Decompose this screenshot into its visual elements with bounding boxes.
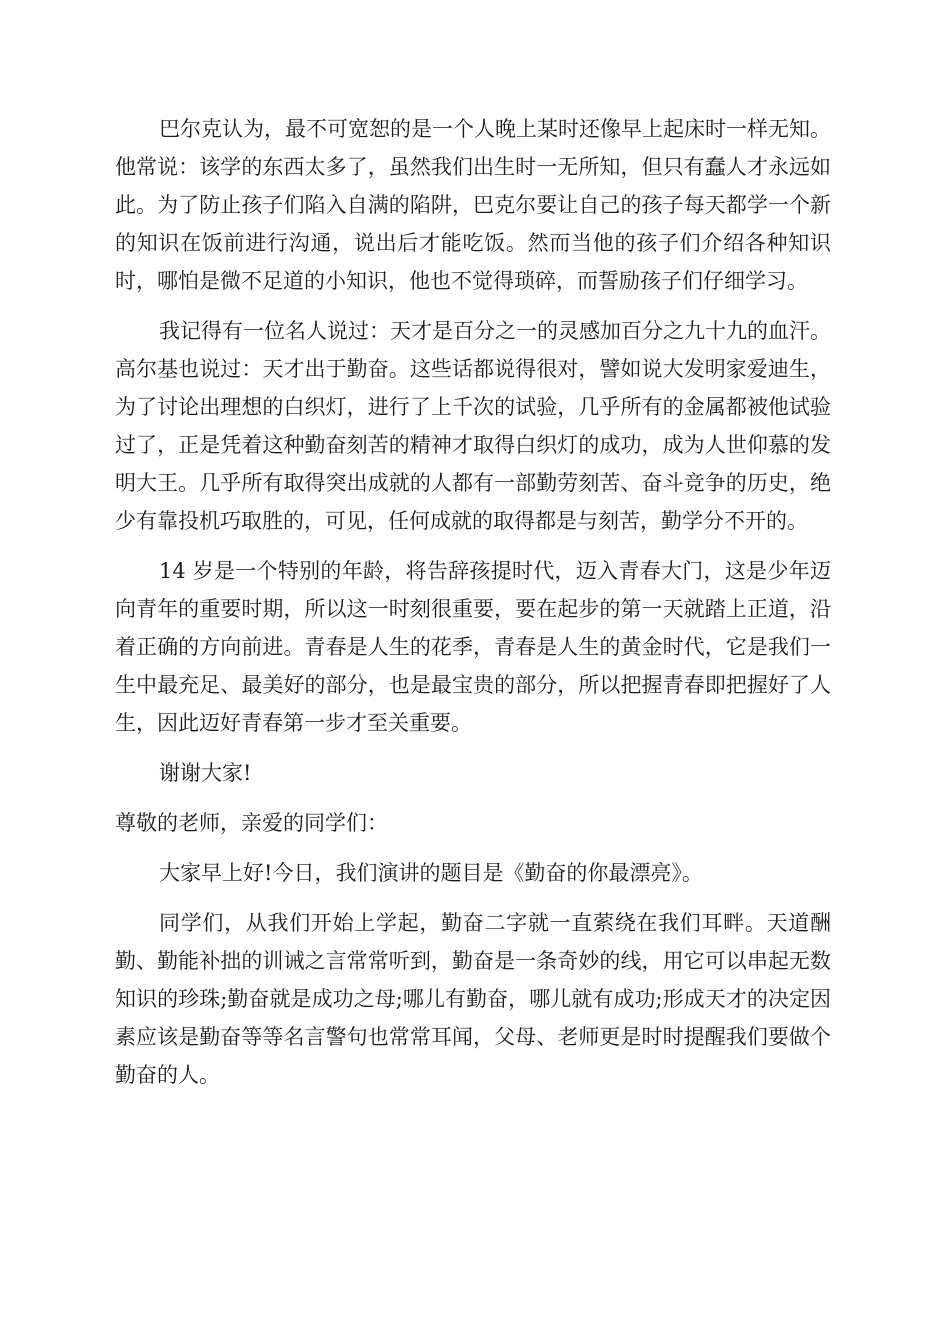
paragraph-genius: 我记得有一位名人说过：天才是百分之一的灵感加百分之九十九的血汗。高尔基也说过：天才出于勤奋。这些话都说得很对，譬如说大发明家爱迪生，为了讨论出理想的白织灯，进行了上千次的试验，几乎所有的金属都被他试验过了，正是凭着这种勤奋刻苦的精神才取得白织灯的成功，成为人世仰慕的发明大王。几乎所有取得突出成就的人都有一部勤劳刻苦、奋斗竞争的历史，绝少有靠投机巧取胜的，可见，任何成就的取得都是与刻苦，勤学分不开的。 [115, 319, 831, 533]
paragraph-diligence: 同学们，从我们开始上学起，勤奋二字就一直萦绕在我们耳畔。天道酬勤、勤能补拙的训诫之言常常听到，勤奋是一条奇妙的线，用它可以串起无数知识的珍珠;勤奋就是成功之母;哪儿有勤奋，哪儿就有成功;形成天才的决定因素应该是勤奋等等名言警句也常常耳闻，父母、老师更是时时提醒我们要做个勤奋的人。 [115, 911, 831, 1087]
paragraph-greeting: 尊敬的老师，亲爱的同学们： [115, 811, 388, 835]
paragraph-age-14: 14 岁是一个特别的年龄，将告辞孩提时代，迈入青春大门，这是少年迈向青年的重要时期，所以这一时刻很重要，要在起步的第一天就踏上正道，沿着正确的方向前进。青春是人生的花季，青春是人生的黄金时代，它是我们一生中最充足、最美好的部分，也是最宝贵的部分，所以把握青春即把握好了人生，因此迈好青春第一步才至关重要。 [115, 559, 831, 735]
paragraph-thanks: 谢谢大家! [159, 761, 252, 785]
paragraph-balzac: 巴尔克认为，最不可宽恕的是一个人晚上某时还像早上起床时一样无知。他常说：该学的东西太多了，虽然我们出生时一无所知，但只有蠢人才永远如此。为了防止孩子们陷入自满的陷阱，巴克尔要让自己的孩子每天都学一个新的知识在饭前进行沟通，说出后才能吃饭。然而当他的孩子们介绍各种知识时，哪怕是微不足道的小知识，他也不觉得琐碎，而誓励孩子们仔细学习。 [115, 117, 831, 293]
paragraph-speech-title: 大家早上好!今日，我们演讲的题目是《勤奋的你最漂亮》。 [159, 861, 703, 885]
document-body [115, 110, 831, 1106]
